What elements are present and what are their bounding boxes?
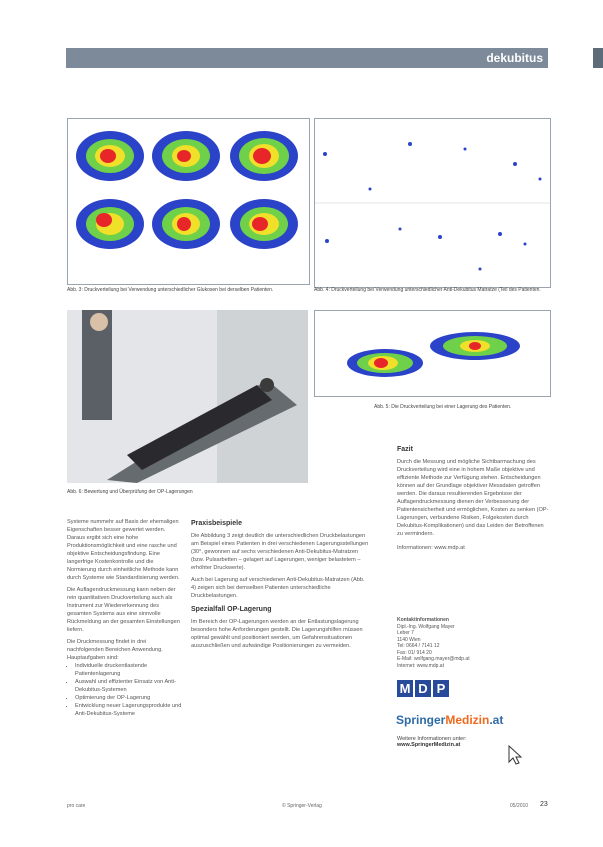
mid-paragraph-2: Auch bei Lagerung auf verschiedenen Anti-Dekubitus-Matratzen (Abb. 4) zeigen sich bei demselben Patienten unterschiedliche Druckbelastungen. [191, 577, 365, 599]
more-info-label: Weitere Informationen unter: [397, 736, 467, 742]
figure-6-caption: Abb. 6: Bewertung und Überprüfung der OP-Lagerungen [67, 489, 193, 495]
footer-center: © Springer-Verlag [282, 803, 322, 809]
mdp-letter: M [397, 680, 413, 697]
heading-fazit: Fazit [397, 446, 413, 453]
figure-5-caption: Abb. 5: Die Druckverteilung bei einer Lagerung des Patienten. [374, 404, 512, 410]
heatmap-1 [76, 131, 144, 181]
cursor-icon [508, 745, 522, 770]
mid-paragraph-1: Die Abbildung 3 zeigt deutlich die unterschiedlichen Druckbelastungen am Beispiel eines Patienten in drei verschiedenen Lagerungsstellungen (30°, gewonnen auf sechs verschiedenen Anti-Dekubitus-Matratzen (bzw. Pulsarbetten – gelagert auf Lagerungen, weniger belastetem – erhöhter Druckwerte). [191, 533, 369, 571]
middle-column [191, 514, 371, 650]
figure-6-photo [67, 310, 308, 483]
heatmap-5 [152, 199, 220, 249]
figure-4 [314, 118, 551, 288]
springer-word: Springer [396, 713, 446, 727]
lying-heatmap [315, 311, 550, 396]
left-bullets [67, 662, 182, 718]
left-column [67, 518, 182, 718]
heatmap-2 [152, 131, 220, 181]
mdp-logo [397, 680, 451, 698]
contact-line: Fax: 01/ 914 20 [397, 649, 432, 656]
header-edge [593, 48, 603, 68]
footer-left: pro care [67, 803, 86, 809]
contact-title: Kontaktinformationen [397, 617, 449, 623]
pressure-heatmaps [68, 119, 309, 284]
right-column [397, 440, 549, 552]
left-paragraph-3: Die Druckmessung findet in drei nachfolgenden Bereichen Anwendung. Hauptaufgaben sind: [67, 639, 163, 661]
sparse-heatmaps [315, 119, 550, 287]
header-bar [66, 48, 548, 68]
section-title: dekubitus [486, 51, 543, 65]
springer-logo [396, 713, 503, 727]
springer-medizin: Medizin [445, 713, 490, 727]
contact-line: Internet: www.mdp.at [397, 662, 444, 669]
heading-op-lagerung: Spezialfall OP-Lagerung [191, 606, 272, 613]
figure-3-caption: Abb. 3: Druckverteilung bei Verwendung unterschiedlicher Glukosen bei derselben Patienten. [67, 287, 274, 293]
page-number: 23 [540, 801, 548, 808]
op-table-photo [67, 310, 308, 483]
fazit-paragraph: Durch die Messung und mögliche Sichtbarmachung des Druckverteilung wird eine in hohem Maße objektive und effiziente Methode zur Verfügung stehen. Entscheidungen können auf der Grundlage objektiver Messdaten getroffen werden. Die daraus resultierenden Ergebnisse der Auflagendruckmessung dienen der Verbesserung der Patientensicherheit und ermöglichen, Kosten zu senken (OP-Lagerungen, verbundene Risiken, Folgekosten durch Dekubitus-Komplikationen) und das Leiden der Betroffenen zu vermindern. [397, 459, 549, 537]
figure-5 [314, 310, 551, 397]
contact-line: Dipl.-Ing. Wolfgang Mayer [397, 623, 455, 630]
bullet-item: • Individuelle druckentlastende Patientenlagerung [75, 662, 182, 678]
figure-3 [67, 118, 310, 285]
bullet-item: • Optimierung der OP-Lagerung [75, 694, 182, 702]
left-paragraph-1: Systeme nummehr auf Basis der ehemaligen Eigenschaften besser gewertet werden. Daraus ergibt sich eine hohe Produktionsmöglichkeit und eine rasche und objektive Entscheidungsfindung. Eine langerfrige Kostenkontrolle und die Normierung durch einheitliche Methode kann durch Systeme wie Standardisierung werden. [67, 519, 180, 581]
figure-4-caption: Abb. 4: Druckverteilung bei Verwendung unterschiedlicher Anti-Dekubitus Matratze (Teil des Patienten. [314, 287, 541, 293]
heatmap-4 [76, 199, 144, 249]
left-paragraph-2: Die Auflagendruckmessung kann neben der rein quantitativen Druckverteilung auch als Instrument zur Wiedererkennung des gesamten Systems aus eine sinnvolle Rückmeldung an der gesamten Einstellungen liefern. [67, 587, 180, 633]
contact-line: 1140 Wien [397, 636, 421, 643]
more-info-url[interactable]: www.SpringerMedizin.at [397, 742, 461, 748]
info-line: Informationen: www.mdp.at [397, 545, 465, 551]
footer-right: 05/2010 [510, 803, 529, 809]
mdp-letter: P [433, 680, 449, 697]
contact-block [397, 617, 547, 669]
heading-praxisbeispiele: Praxisbeispiele [191, 520, 242, 527]
contact-line: Tel: 0664 / 7141 12 [397, 643, 440, 649]
bullet-item: • Entwicklung neuer Lagerungsprodukte und Anti-Dekubitus-Systeme [75, 702, 182, 718]
contact-line: Leber 7 [397, 630, 414, 636]
contact-line: E-Mail: wolfgang.mayer@mdp.at [397, 656, 470, 662]
more-info [397, 736, 467, 748]
bullet-item: • Auswahl und effizienter Einsatz von Anti-Dekubitus-Systemen [75, 678, 182, 694]
mid-paragraph-3: Im Bereich der OP-Lagerungen werden an der Entlastungslagerung besonders hohe Anforderungen gestellt. Die Lagerungshilfen müssen optimal gewählt und positioniert werden, um Gefahrensituationen auszuschließen und aufwändige Positionierungen zu vermeiden. [191, 619, 363, 649]
mdp-letter: D [415, 680, 431, 697]
heatmap-3 [230, 131, 298, 181]
springer-domain: .at [489, 713, 504, 727]
heatmap-6 [230, 199, 298, 249]
